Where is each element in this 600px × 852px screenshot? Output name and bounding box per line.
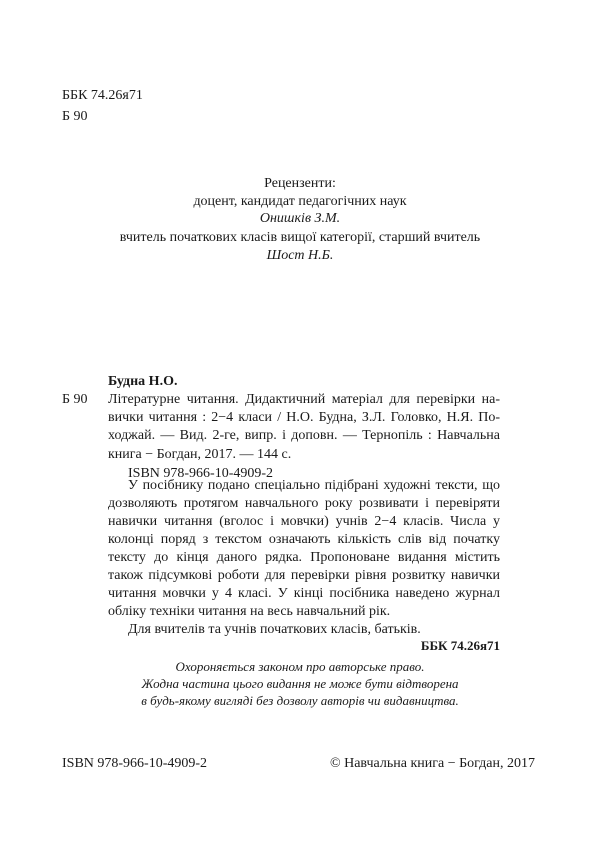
bbk-index: ББК 74.26я71 xyxy=(420,638,500,653)
annotation-line: тексту до кінця даного рядка. Пропоноване видання містить xyxy=(108,550,500,565)
author-code: Б 90 xyxy=(62,392,88,407)
annotation-line: також підсумкові роботи для перевірки рівня розвитку навички xyxy=(108,568,500,583)
bibliographic-description-line: книга − Богдан, 2017. — 144 с. xyxy=(108,447,292,462)
annotation-line: читання мовчки у 4 класі. У кінці посібника наведено журнал xyxy=(108,586,500,601)
isbn: ISBN 978-966-10-4909-2 xyxy=(128,466,274,481)
reviewer-name: Онишків З.М. xyxy=(259,211,341,226)
annotation-line: У посібнику подано спеціально підібрані художні тексти, що xyxy=(128,478,500,493)
reviewer-position: вчитель початкових класів вищої категорії, старший вчитель xyxy=(119,230,481,245)
annotation-line: дозволяють протягом навчального року розвивати і перевіряти xyxy=(108,496,500,511)
bibliographic-description-line: Літературне читання. Дидактичний матеріал для перевірки на- xyxy=(108,392,500,407)
bibliographic-description-line: вички читання : 2−4 класи / Н.О. Будна, З.Л. Головко, Н.Я. По- xyxy=(108,410,500,425)
bbk-index: ББК 74.26я71 xyxy=(62,88,143,103)
copyright-line: © Навчальна книга − Богдан, 2017 xyxy=(329,756,535,771)
reviewer-position: доцент, кандидат педагогічних наук xyxy=(193,194,407,209)
author-code: Б 90 xyxy=(62,109,88,124)
reviewers-heading: Рецензенти: xyxy=(264,176,336,191)
reviewer-name: Шост Н.Б. xyxy=(266,248,334,263)
copyright-notice-line: Охороняється законом про авторське право. xyxy=(175,659,425,674)
isbn: ISBN 978-966-10-4909-2 xyxy=(62,756,208,771)
author-name: Будна Н.О. xyxy=(108,374,178,389)
bibliographic-description-line: ходжай. — Вид. 2-ге, випр. і доповн. — Тернопіль : Навчальна xyxy=(108,428,500,443)
audience-line: Для вчителів та учнів початкових класів, батьків. xyxy=(128,622,421,637)
copyright-notice-line: в будь-якому вигляді без дозволу авторів чи видавництва. xyxy=(141,693,459,708)
annotation-line: навички читання (вголос і мовчки) учнів 2−4 класів. Числа у xyxy=(108,514,500,529)
annotation-line: обліку техніки читання на весь навчальний рік. xyxy=(108,604,391,619)
annotation-line: колонці поряд з текстом означають кількість слів від початку xyxy=(108,532,500,547)
copyright-notice-line: Жодна частина цього видання не може бути відтворена xyxy=(141,676,459,691)
